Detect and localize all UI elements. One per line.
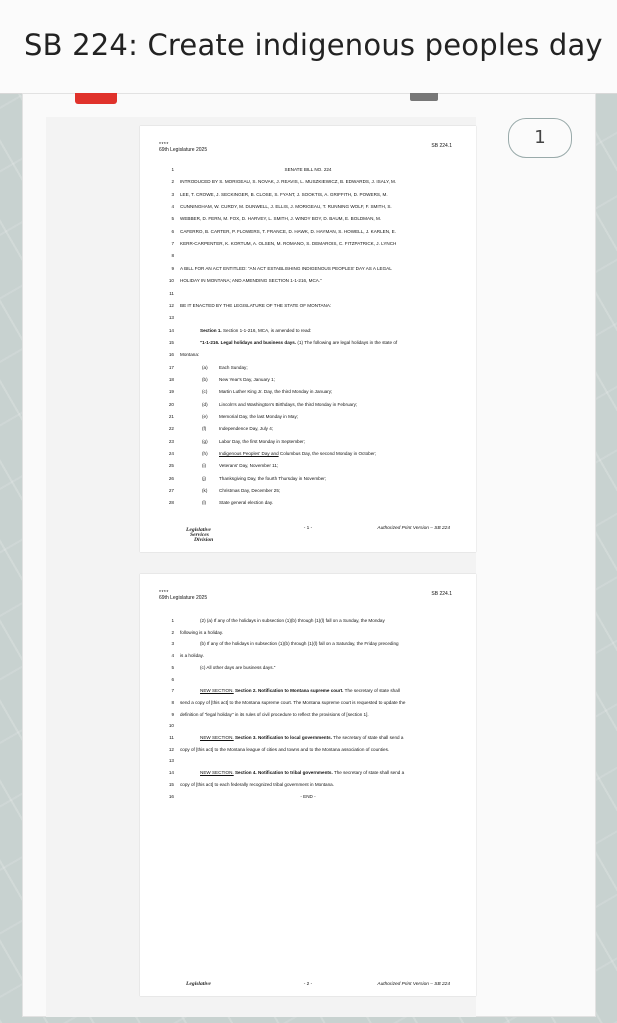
list-marker: (f) xyxy=(202,426,207,432)
line-text xyxy=(219,437,305,446)
line-number: 23 xyxy=(168,438,174,444)
line-number: 26 xyxy=(168,475,174,481)
list-marker: (b) xyxy=(202,376,208,382)
line-number: 13 xyxy=(168,758,174,764)
line-body: Labor Day, the first Monday in September; xyxy=(219,438,305,444)
line-text xyxy=(219,363,248,372)
line-number: 10 xyxy=(168,278,174,284)
line-number: 15 xyxy=(168,339,174,345)
line-text xyxy=(219,387,332,396)
document-line xyxy=(140,745,476,754)
line-text: KERR-CARPENTER, K. KORTUM, A. OLSEN, M. ROMANO, S. DEMAROIS, C. FITZPATRICK, J. LYNCH xyxy=(180,241,397,247)
line-number: 2 xyxy=(171,179,174,185)
document-line xyxy=(140,686,476,695)
document-line xyxy=(140,251,476,260)
line-text: (b) If any of the holidays in subsection (1)(b) through (1)(l) fall on a Saturday, the Friday preceding xyxy=(200,641,399,647)
document-line xyxy=(140,437,476,446)
line-text: send a copy of [this act] to the Montana supreme court. The Montana supreme court is requested to update the xyxy=(180,699,406,705)
page-footer-number: - 1 - xyxy=(303,526,313,531)
legislature-label: 69th Legislature 2025 xyxy=(159,595,208,601)
line-text: Montana: xyxy=(180,352,200,358)
line-text xyxy=(200,768,404,777)
logo-line-1: Legislative xyxy=(186,981,211,987)
list-marker: (d) xyxy=(202,401,208,407)
line-text xyxy=(200,326,311,335)
line-number: 1 xyxy=(171,167,174,172)
header-dots: **** xyxy=(159,590,169,596)
line-text: - END - xyxy=(300,793,316,799)
document-line xyxy=(140,313,476,322)
line-body: The secretary of state shall send a xyxy=(332,770,405,776)
line-number: 6 xyxy=(171,676,174,682)
line-text xyxy=(200,338,397,347)
list-marker: (j) xyxy=(202,475,207,481)
line-text: (2) (a) If any of the holidays in subsection (1)(b) through (1)(l) fall on a Sunday, the Monday xyxy=(200,618,385,623)
document-line xyxy=(140,350,476,359)
line-number: 10 xyxy=(168,723,174,729)
line-number: 16 xyxy=(168,352,174,358)
document-line xyxy=(140,792,476,801)
document-line xyxy=(140,239,476,248)
line-number: 9 xyxy=(171,711,174,717)
document-line xyxy=(140,227,476,236)
document-line xyxy=(140,461,476,470)
line-text: HOLIDAY IN MONTANA; AND AMENDING SECTION 1-1-216, MCA." xyxy=(180,278,322,284)
section-heading: "1-1-216. Legal holidays and business days. xyxy=(200,339,297,345)
line-body: Lincoln's and Washington's Birthdays, the third Monday in February; xyxy=(219,401,358,407)
document-line xyxy=(140,338,476,347)
line-number: 15 xyxy=(168,781,174,787)
line-text: INTRODUCED BY S. MORIGEAU, S. NOVAK, J. REAVIS, L. MUSZKIEWICZ, B. EDWARDS, J. ISALY, M. xyxy=(180,179,397,185)
bill-code: SB 224.1 xyxy=(431,143,452,149)
line-number: 11 xyxy=(169,290,174,296)
document-line xyxy=(140,675,476,684)
line-number: 7 xyxy=(171,241,174,247)
line-number: 11 xyxy=(169,735,174,740)
list-marker: (i) xyxy=(202,463,207,469)
new-section-label: NEW SECTION. xyxy=(200,770,234,776)
document-line xyxy=(140,639,476,648)
line-text: following is a holiday. xyxy=(180,629,224,635)
line-body: Christmas Day, December 25; xyxy=(219,488,281,494)
document-line xyxy=(140,289,476,298)
new-section-label: NEW SECTION. xyxy=(200,688,234,694)
line-text: (c) All other days are business days." xyxy=(200,664,276,670)
line-text: definition of "legal holiday" in its rules of civil procedure to reflect the provisions of [section 1]. xyxy=(180,711,369,717)
document-line xyxy=(140,768,476,777)
underlined-text: Indigenous Peoples' Day and xyxy=(219,451,279,457)
line-number: 27 xyxy=(168,488,174,494)
line-number: 4 xyxy=(171,653,174,659)
document-line xyxy=(140,387,476,396)
authorized-print-version: Authorized Print Version – SB 224 xyxy=(377,982,450,987)
list-marker: (l) xyxy=(202,500,207,506)
line-text xyxy=(219,375,275,384)
list-marker: (h) xyxy=(202,451,208,457)
line-text: WEBBER, D. FERN, M. FOX, D. HARVEY, L. SMITH, J. WINDY BOY, D. BAUM, E. BOLDMAN, M. xyxy=(180,216,382,222)
document-line xyxy=(140,214,476,223)
legislature-label: 69th Legislature 2025 xyxy=(159,147,208,153)
page-footer-number: - 2 - xyxy=(303,982,313,987)
line-number: 16 xyxy=(168,793,174,799)
line-number: 6 xyxy=(171,228,174,234)
line-number: 5 xyxy=(171,664,174,670)
line-body: (1) The following are legal holidays in the state of xyxy=(296,339,398,345)
document-line xyxy=(140,301,476,310)
document-line xyxy=(140,165,476,174)
document-line xyxy=(140,733,476,742)
line-text: LEE, T. CROWE, J. SECKINGER, B. CLOSE, S. FYANT, J. SOOKTIS, A. GRIFFITH, D. POWERS, M. xyxy=(180,191,388,197)
line-number: 14 xyxy=(168,770,174,776)
document-line xyxy=(140,202,476,211)
document-line xyxy=(140,264,476,273)
document-line xyxy=(140,721,476,730)
line-text xyxy=(219,424,273,433)
line-text xyxy=(219,400,357,409)
line-number: 12 xyxy=(168,302,174,308)
line-text xyxy=(219,461,278,470)
line-body: Section 1-1-216, MCA, is amended to read: xyxy=(221,327,312,333)
line-text xyxy=(219,474,326,483)
document-line xyxy=(140,628,476,637)
list-marker: (e) xyxy=(202,414,208,419)
line-number: 19 xyxy=(168,389,174,395)
list-marker: (g) xyxy=(202,438,208,444)
line-number: 1 xyxy=(171,618,174,623)
section-heading: Section 1. xyxy=(200,327,222,333)
line-number: 8 xyxy=(171,699,174,705)
document-line xyxy=(140,698,476,707)
line-text: is a holiday. xyxy=(180,653,204,659)
line-body: The secretary of state shall send a xyxy=(331,735,404,740)
section-heading: Section 2. Notification to Montana supreme court. xyxy=(233,688,344,694)
line-text: CUNNINGHAM, W. CURDY, M. DUNWELL, J. ELLIS, J. MORIGEAU, T. RUNNING WOLF, F. SMITH, S. xyxy=(180,204,392,210)
line-text: copy of [this act] to each federally recognized tribal government in Montana. xyxy=(180,781,334,787)
header-dots: **** xyxy=(159,142,169,148)
line-number: 9 xyxy=(171,265,174,271)
list-marker: (a) xyxy=(202,364,208,370)
line-number: 13 xyxy=(168,315,174,321)
line-number: 8 xyxy=(171,253,174,259)
line-number: 12 xyxy=(168,746,174,752)
document-line xyxy=(140,498,476,507)
line-number: 24 xyxy=(168,451,174,457)
authorized-print-version: Authorized Print Version – SB 224 xyxy=(377,526,450,531)
line-text: copy of [this act] to the Montana league of cities and towns and to the Montana association of counties. xyxy=(180,746,390,752)
line-body: Memorial Day, the last Monday in May; xyxy=(219,414,299,419)
document-line xyxy=(140,756,476,765)
document-line xyxy=(140,449,476,458)
bill-code: SB 224.1 xyxy=(431,591,452,597)
line-text xyxy=(219,412,298,421)
line-number: 2 xyxy=(171,629,174,635)
document-line xyxy=(140,616,476,625)
line-text: SENATE BILL NO. 224 xyxy=(284,167,332,172)
line-text xyxy=(219,486,280,495)
document-line xyxy=(140,424,476,433)
line-number: 7 xyxy=(171,688,174,694)
document-line xyxy=(140,486,476,495)
document-line xyxy=(140,276,476,285)
line-body: Martin Luther King Jr. Day, the third Monday in January; xyxy=(219,389,333,395)
line-number: 4 xyxy=(171,204,174,210)
list-marker: (c) xyxy=(202,389,208,395)
document-line xyxy=(140,651,476,660)
document-line xyxy=(140,780,476,789)
line-text xyxy=(219,498,273,507)
document-line xyxy=(140,326,476,335)
document-line xyxy=(140,363,476,372)
line-text: BE IT ENACTED BY THE LEGISLATURE OF THE STATE OF MONTANA: xyxy=(180,302,332,308)
logo-line-2: Services xyxy=(190,532,209,538)
section-heading: Section 4. Notification to tribal governments. xyxy=(233,770,333,776)
line-body: Veterans' Day, November 11; xyxy=(219,463,279,469)
line-number: 3 xyxy=(171,191,174,197)
line-number: 25 xyxy=(168,463,174,469)
list-marker: (k) xyxy=(202,488,208,494)
line-number: 3 xyxy=(171,641,174,647)
line-number: 22 xyxy=(168,426,174,432)
document-line xyxy=(140,412,476,421)
page-number-indicator[interactable]: 1 xyxy=(508,118,572,158)
page-header-left xyxy=(159,143,207,153)
page-title: SB 224: Create indigenous peoples day xyxy=(24,28,603,62)
line-text xyxy=(200,686,400,695)
document-line xyxy=(140,375,476,384)
line-body: State general election day. xyxy=(219,500,274,506)
document-line xyxy=(140,190,476,199)
line-body: New Year's Day, January 1; xyxy=(219,376,275,382)
line-text: A BILL FOR AN ACT ENTITLED: "AN ACT ESTABLISHING INDIGENOUS PEOPLES' DAY AS A LEGAL xyxy=(180,265,392,271)
line-body: Independence Day, July 4; xyxy=(219,426,274,432)
line-text xyxy=(200,733,403,742)
document-line xyxy=(140,710,476,719)
logo-line-3: Division xyxy=(194,537,214,543)
page-header-left xyxy=(159,591,207,601)
section-heading: Section 3. Notification to local governments. xyxy=(233,735,332,740)
line-number: 28 xyxy=(168,500,174,506)
line-body: Each Sunday; xyxy=(219,364,248,370)
document-line xyxy=(140,474,476,483)
logo-line-1: Legislative xyxy=(186,527,211,533)
line-body: Columbus Day, the second Monday in October; xyxy=(278,451,377,457)
line-number: 20 xyxy=(168,401,174,407)
line-number: 5 xyxy=(171,216,174,222)
document-line xyxy=(140,177,476,186)
line-number: 17 xyxy=(168,364,174,370)
line-number: 18 xyxy=(168,376,174,382)
document-page-2 xyxy=(140,574,476,996)
line-body: The secretary of state shall xyxy=(343,688,400,694)
document-page-1 xyxy=(140,126,476,552)
document-line xyxy=(140,400,476,409)
line-number: 21 xyxy=(168,414,174,419)
title-bar xyxy=(0,0,617,94)
line-number: 14 xyxy=(168,327,174,333)
toolbar-gray-button[interactable] xyxy=(410,93,438,101)
document-line xyxy=(140,663,476,672)
line-text xyxy=(219,449,376,458)
new-section-label: NEW SECTION. xyxy=(200,735,234,740)
line-text: CAFERRO, B. CARTER, P. FLOWERS, T. FRANCE, D. HAWK, D. HAYMAN, S. HOWELL, J. KARLEN, E. xyxy=(180,228,396,234)
toolbar-red-button[interactable] xyxy=(75,93,117,104)
line-body: Thanksgiving Day, the fourth Thursday in November; xyxy=(219,475,327,481)
